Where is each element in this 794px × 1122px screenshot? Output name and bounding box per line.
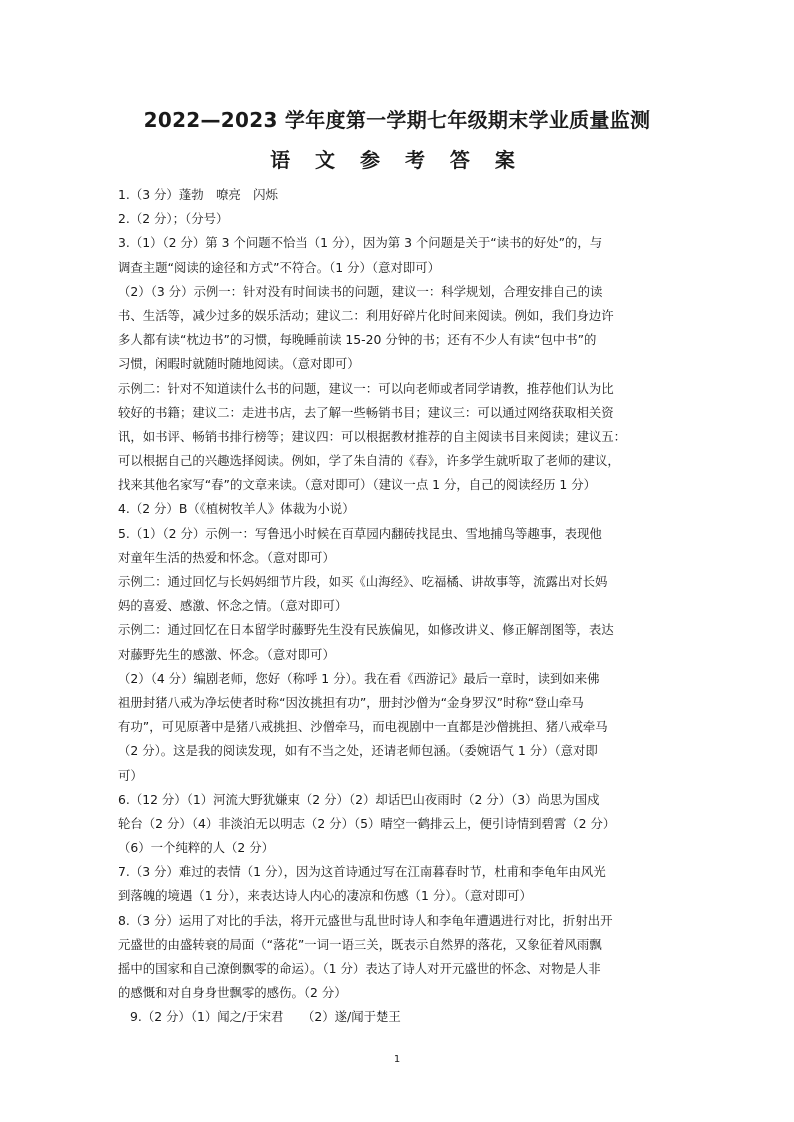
text-line: 妈的喜爱、感激、怀念之情。（意对即可） xyxy=(118,598,348,614)
text-line: 有功”，可见原著中是猪八戒挑担、沙僧牵马，而电视剧中一直都是沙僧挑担、猪八戒牵马 xyxy=(118,719,608,735)
text-line: 可以根据自己的兴趣选择阅读。例如，学了朱自清的《春》，许多学生就听取了老师的建议， xyxy=(118,453,620,469)
text-line: 元盛世的由盛转衰的局面（“落花”一词一语三关，既表示自然界的落花，又象征着风雨飘 xyxy=(118,936,602,952)
text-line: 轮台（2 分）（4）非淡泊无以明志（2 分）（5）晴空一鹤排云上，便引诗情到碧霄（2 分） xyxy=(118,815,616,831)
text-line: 调查主题“阅读的途径和方式”不符合。（1 分）（意对即可） xyxy=(118,259,441,275)
text-line: （2）（3 分）示例一：针对没有时间读书的问题，建议一：科学规划，合理安排自己的读 xyxy=(118,283,603,299)
text-line: 到落魄的境遇（1 分），来表达诗人内心的凄凉和伤感（1 分）。（意对即可） xyxy=(118,888,532,904)
page-subtitle: 语 文 参 考 答 案 xyxy=(270,148,524,172)
text-line: 的感慨和对自身身世飘零的感伤。（2 分） xyxy=(118,985,347,1001)
text-line: 书、生活等，减少过多的娱乐活动；建议二：利用好碎片化时间来阅读。例如，我们身边许 xyxy=(118,307,614,323)
text-line: 祖册封猪八戒为净坛使者时称“因汝挑担有功”，册封沙僧为“金身罗汉”时称“登山牵马 xyxy=(118,694,584,710)
page-title: 2022—2023 学年度第一学期七年级期末学业质量监测 xyxy=(143,108,651,132)
text-line: 较好的书籍；建议二：走进书店，去了解一些畅销书目；建议三：可以通过网络获取相关资 xyxy=(118,404,614,420)
text-line: 对藤野先生的感激、怀念。（意对即可） xyxy=(118,646,335,662)
text-line: 摇中的国家和自己潦倒飘零的命运）。（1 分）表达了诗人对开元盛世的怀念、对物是人非 xyxy=(118,961,601,976)
text-line: 2.（2 分）；（分号） xyxy=(118,211,229,227)
text-line: 3.（1）（2 分）第 3 个问题不恰当（1 分），因为第 3 个问题是关于“读书的好处”的，与 xyxy=(118,235,603,251)
text-line: 对童年生活的热爱和怀念。（意对即可） xyxy=(118,549,335,565)
text-line: 9.（2 分）（1）闻之/于宋君 （2）遂/闻于楚王 xyxy=(130,1009,401,1025)
text-line: 5.（1）（2 分）示例一：写鲁迅小时候在百草园内翻砖找昆虫、雪地捕鸟等趣事，表现他 xyxy=(118,525,602,541)
text-line: 1.（3 分）蓬勃 嘹亮 闪烁 xyxy=(118,187,278,202)
text-line: 习惯，闲暇时就随时随地阅读。（意对即可） xyxy=(118,356,360,372)
text-line: （2 分）。这是我的阅读发现，如有不当之处，还请老师包涵。（委婉语气 1 分）（意对即 xyxy=(118,743,598,759)
answer-text-block xyxy=(118,183,678,1030)
text-line: （6）一个纯粹的人（2 分） xyxy=(118,840,275,856)
text-line: 示例二：针对不知道读什么书的问题，建议一：可以向老师或者同学请教，推荐他们认为比 xyxy=(118,380,614,396)
text-line: 6.（12 分）（1）河流大野犹嫌束（2 分）（2）却话巴山夜雨时（2 分）（3）尚思为国戍 xyxy=(118,791,600,807)
page-number: 1 xyxy=(393,1054,401,1065)
text-line: 找来其他名家写“春”的文章来读。（意对即可）（建议一点 1 分，自己的阅读经历 1 分） xyxy=(118,477,597,493)
text-line: 8.（3 分）运用了对比的手法，将开元盛世与乱世时诗人和李龟年遭遇进行对比，折射出开 xyxy=(118,912,613,928)
text-line: 示例二：通过回忆在日本留学时藤野先生没有民族偏见，如修改讲义、修正解剖图等，表达 xyxy=(118,622,614,638)
text-line: 示例二：通过回忆与长妈妈细节片段，如买《山海经》、吃福橘、讲故事等，流露出对长妈 xyxy=(118,574,608,589)
text-line: （2）（4 分）编剧老师，您好（称呼 1 分）。我在看《西游记》最后一章时，读到如来佛 xyxy=(118,670,600,686)
text-line: 4.（2 分）B（《植树牧羊人》体裁为小说） xyxy=(118,501,355,517)
text-line: 讯，如书评、畅销书排行榜等；建议四：可以根据教材推荐的自主阅读书目来阅读；建议五： xyxy=(118,428,627,444)
text-line: 可） xyxy=(118,767,143,783)
text-line: 7.（3 分）难过的表情（1 分），因为这首诗通过写在江南暮春时节，杜甫和李龟年由风光 xyxy=(118,864,606,880)
text-line: 多人都有读“枕边书”的习惯，每晚睡前读 15-20 分钟的书；还有不少人有读“包中书”的 xyxy=(118,332,597,348)
